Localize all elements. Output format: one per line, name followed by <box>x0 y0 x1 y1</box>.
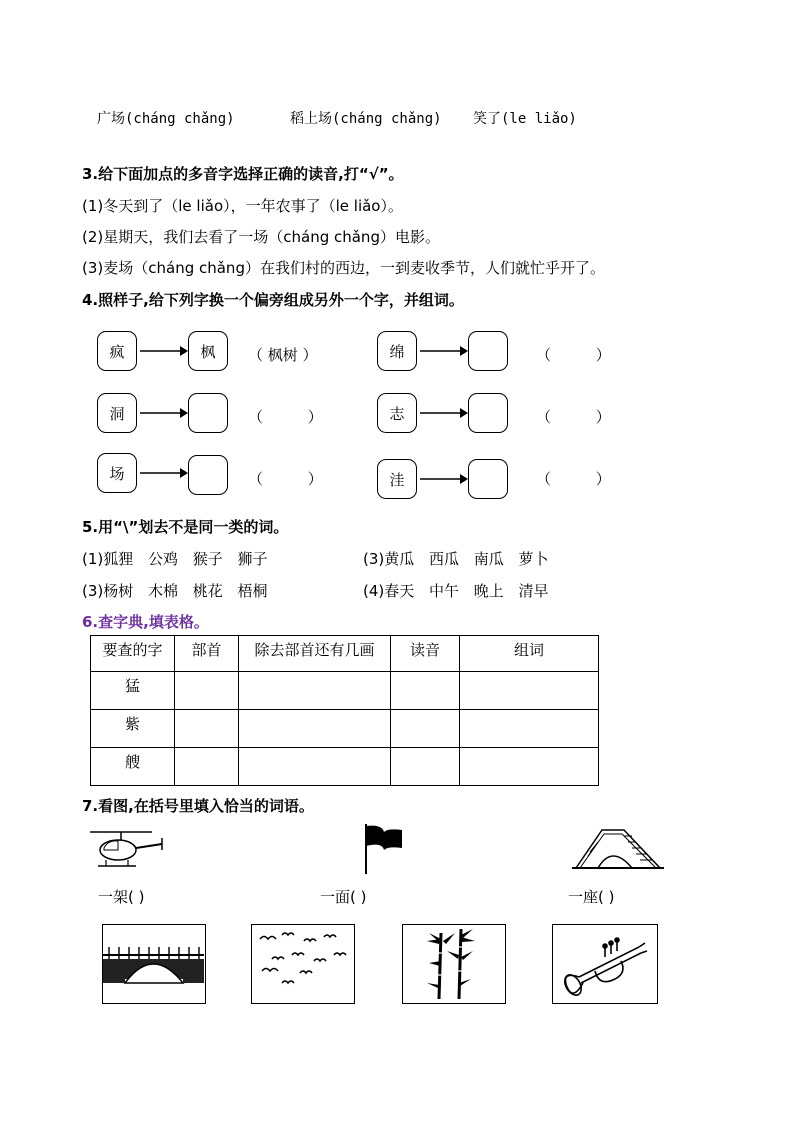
birds-picture <box>251 924 355 1004</box>
helicopter-icon <box>82 826 168 876</box>
table-header: 除去部首还有几画 <box>239 636 391 672</box>
table-cell-input[interactable] <box>239 748 391 786</box>
table-cell-input[interactable] <box>460 748 599 786</box>
q3-title: 3.给下面加点的多音字选择正确的读音,打“√”。 <box>82 165 404 183</box>
q6-title-part2: 填表格。 <box>148 613 209 631</box>
q4-title: 4.照样子,给下列字换一个偏旁组成另外一个字，并组词。 <box>82 291 464 309</box>
table-cell-char: 紫 <box>91 710 175 748</box>
q4-word-paren[interactable]: （ ） <box>248 408 323 426</box>
arrow-icon <box>140 344 188 358</box>
flag-icon <box>360 822 406 876</box>
arch-bridge-picture <box>102 924 206 1004</box>
trumpet-icon <box>553 925 656 1002</box>
top-item-xiaole: 笑了(le liǎo) <box>473 111 577 127</box>
q3-sentence-1: (1)冬天到了（le liǎo），一年农事了（le liǎo）。 <box>82 197 403 215</box>
table-row <box>91 748 599 786</box>
top-item-guangchang: 广场(cháng chǎng) <box>97 111 235 127</box>
top-item-daoshangchang: 稻上场(cháng chǎng) <box>290 111 442 127</box>
bamboo-picture <box>402 924 506 1004</box>
table-cell-input[interactable] <box>460 710 599 748</box>
q7-label-flag[interactable]: 一面( ) <box>320 888 367 906</box>
bridge-icon <box>572 822 664 872</box>
q4-word-paren[interactable]: （ 枫树 ） <box>248 346 318 364</box>
q4-source-char-box: 洞 <box>97 393 137 433</box>
q7-title: 7.看图,在括号里填入恰当的词语。 <box>82 797 314 815</box>
table-cell-input[interactable] <box>391 710 460 748</box>
q3-sentence-2: (2)星期天，我们去看了一场（cháng chǎng）电影。 <box>82 228 440 246</box>
q4-word-paren[interactable]: （ ） <box>536 346 611 364</box>
q4-source-char-box: 志 <box>377 393 417 433</box>
q4-result-char-box[interactable] <box>468 393 508 433</box>
arrow-icon <box>420 406 468 420</box>
table-row <box>91 672 599 710</box>
table-cell-input[interactable] <box>239 710 391 748</box>
q4-result-char-box[interactable] <box>188 455 228 495</box>
table-cell-char: 艘 <box>91 748 175 786</box>
bamboo-icon <box>403 925 504 1002</box>
table-header: 读音 <box>391 636 460 672</box>
table-header: 要查的字 <box>91 636 175 672</box>
q5-group-3: (3)杨树 木棉 桃花 梧桐 <box>82 582 268 600</box>
table-cell-input[interactable] <box>175 710 239 748</box>
table-cell-input[interactable] <box>391 748 460 786</box>
q4-word-paren[interactable]: （ ） <box>248 470 323 488</box>
q4-result-char-box[interactable] <box>188 393 228 433</box>
q6-title-part1: 6.查字典, <box>82 613 149 631</box>
table-header-row <box>91 636 599 672</box>
arrow-icon <box>140 406 188 420</box>
q5-group-1: (1)狐狸 公鸡 猴子 狮子 <box>82 550 268 568</box>
table-row <box>91 710 599 748</box>
q3-sentence-3: (3)麦场（cháng chǎng）在我们村的西边，一到麦收季节，人们就忙乎开了。 <box>82 259 605 277</box>
q7-label-helicopter[interactable]: 一架( ) <box>98 888 145 906</box>
table-header: 部首 <box>175 636 239 672</box>
q5-group-2: (3)黄瓜 西瓜 南瓜 萝卜 <box>363 550 549 568</box>
arrow-icon <box>420 344 468 358</box>
trumpet-picture <box>552 924 658 1004</box>
q6-title <box>82 611 209 632</box>
q4-source-char-box: 疯 <box>97 331 137 371</box>
table-cell-input[interactable] <box>175 748 239 786</box>
q5-title: 5.用“\”划去不是同一类的词。 <box>82 518 289 536</box>
arch-bridge-icon <box>103 925 204 1002</box>
arrow-icon <box>420 472 468 486</box>
table-header: 组词 <box>460 636 599 672</box>
table-cell-input[interactable] <box>460 672 599 710</box>
birds-icon <box>252 925 353 1002</box>
q4-result-char-box[interactable] <box>468 459 508 499</box>
arrow-icon <box>140 466 188 480</box>
table-cell-input[interactable] <box>175 672 239 710</box>
q4-word-paren[interactable]: （ ） <box>536 408 611 426</box>
table-cell-input[interactable] <box>239 672 391 710</box>
q4-result-char-box[interactable]: 枫 <box>188 331 228 371</box>
table-cell-char: 猛 <box>91 672 175 710</box>
dictionary-table <box>90 635 599 786</box>
q4-word-paren[interactable]: （ ） <box>536 470 611 488</box>
table-cell-input[interactable] <box>391 672 460 710</box>
q4-source-char-box: 绵 <box>377 331 417 371</box>
q5-group-4: (4)春天 中午 晚上 清早 <box>363 582 549 600</box>
q7-label-bridge[interactable]: 一座( ) <box>568 888 615 906</box>
q4-result-char-box[interactable] <box>468 331 508 371</box>
q4-source-char-box: 场 <box>97 453 137 493</box>
q4-source-char-box: 洼 <box>377 459 417 499</box>
